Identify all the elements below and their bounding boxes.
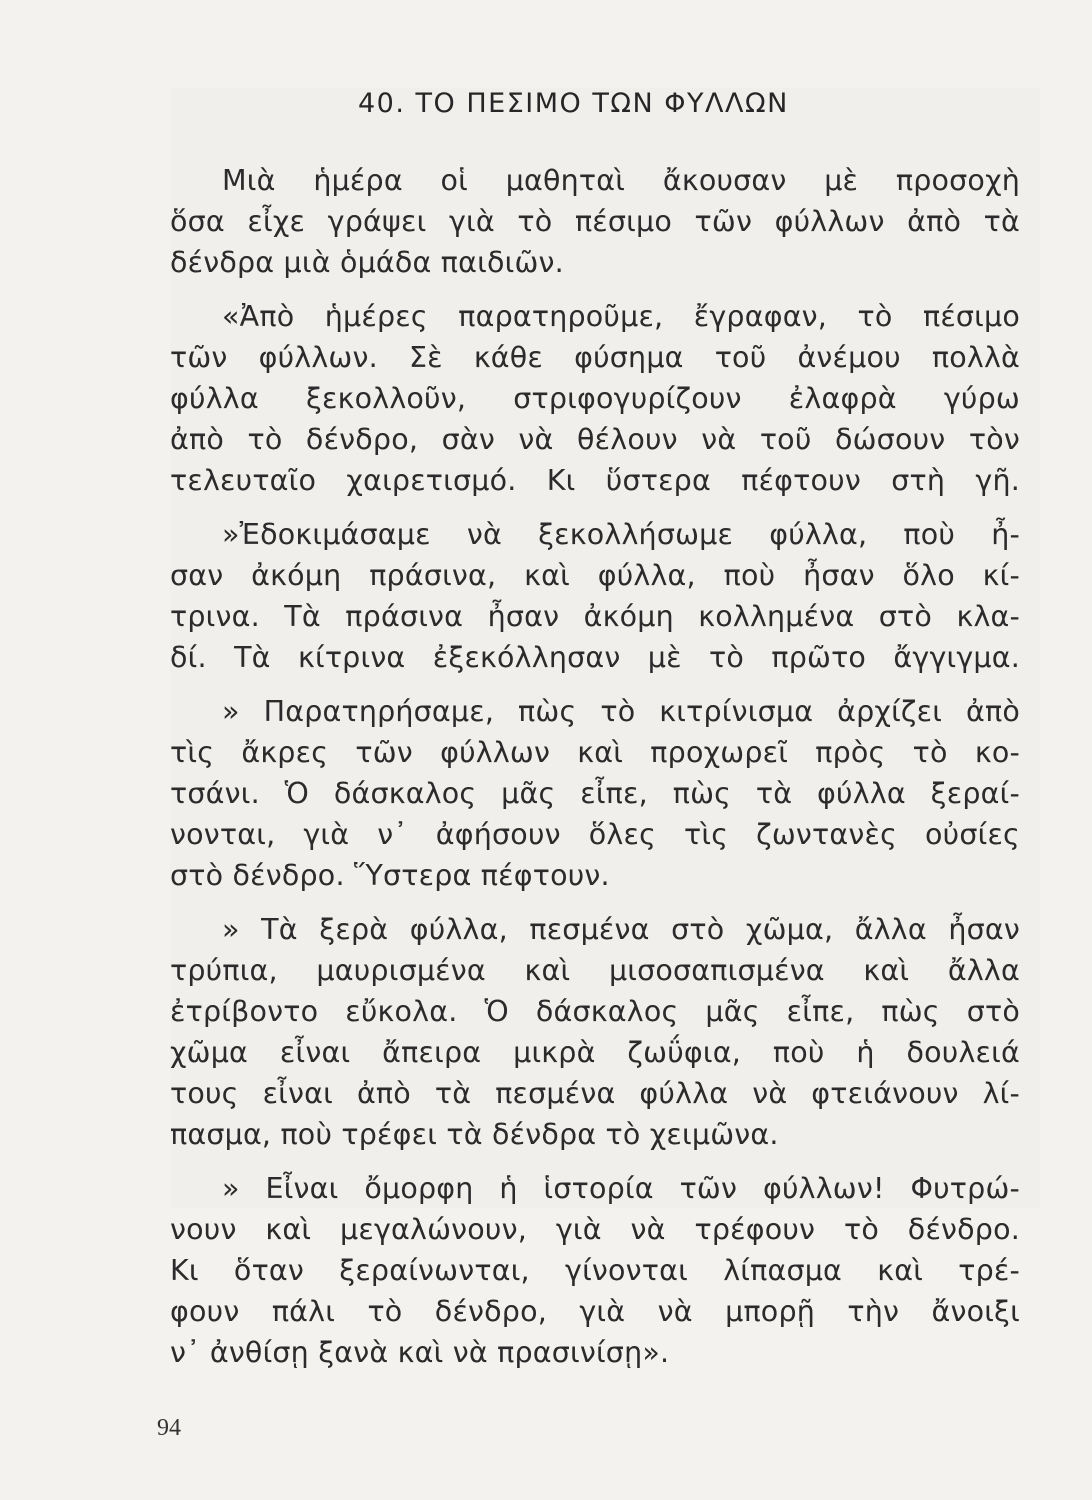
text-line: τσάνι. Ὁ δάσκαλος μᾶς εἶπε, πὼς τὰ φύλλα ξεραί- (170, 777, 1020, 810)
paragraph-3 (170, 514, 1020, 678)
chapter-title: 40. ΤΟ ΠΕΣΙΜΟ ΤΩΝ ΦΥΛΛΩΝ (358, 88, 789, 119)
text-line: ἐτρίβοντο εὔκολα. Ὁ δάσκαλος μᾶς εἶπε, πὼς στὸ (170, 995, 1020, 1028)
text-line: πασμα, ποὺ τρέφει τὰ δένδρα τὸ χειμῶνα. (170, 1118, 779, 1151)
page-number: 94 (157, 1415, 181, 1441)
text-line: ὅσα εἶχε γράψει γιὰ τὸ πέσιμο τῶν φύλλων ἀπὸ τὰ (170, 205, 1020, 238)
text-line: δί. Τὰ κίτρινα ἐξεκόλλησαν μὲ τὸ πρῶτο ἄγγιγμα. (170, 641, 1020, 674)
text-line: τρύπια, μαυρισμένα καὶ μισοσαπισμένα καὶ ἄλλα (170, 954, 1020, 987)
text-line: τῶν φύλλων. Σὲ κάθε φύσημα τοῦ ἀνέμου πολλὰ (170, 341, 1020, 374)
paragraph-5 (170, 909, 1020, 1155)
text-line: δένδρα μιὰ ὁμάδα παιδιῶν. (170, 246, 564, 279)
text-line: Κι ὅταν ξεραίνωνται, γίνονται λίπασμα καὶ τρέ- (170, 1254, 1020, 1287)
paragraph-6 (170, 1168, 1020, 1373)
chapter-body (170, 160, 1020, 1386)
text-line: Μιὰ ἡμέρα οἱ μαθηταὶ ἄκουσαν μὲ προσοχὴ (222, 164, 1020, 197)
text-line: τελευταῖο χαιρετισμό. Κι ὕστερα πέφτουν στὴ γῆ. (170, 464, 1020, 497)
text-line: νονται, γιὰ ν᾿ ἀφήσουν ὅλες τὶς ζωντανὲς οὐσίες (170, 818, 1020, 851)
text-line: » Τὰ ξερὰ φύλλα, πεσμένα στὸ χῶμα, ἄλλα ἦσαν (222, 913, 1020, 946)
paragraph-2 (170, 296, 1020, 501)
text-line: ν᾿ ἀνθίσῃ ξανὰ καὶ νὰ πρασινίσῃ». (170, 1336, 670, 1369)
text-line: τρινα. Τὰ πράσινα ἦσαν ἀκόμη κολλημένα στὸ κλα- (170, 600, 1020, 633)
text-line: χῶμα εἶναι ἄπειρα μικρὰ ζωΰφια, ποὺ ἡ δουλειά (170, 1036, 1020, 1069)
text-line: » Εἶναι ὄμορφη ἡ ἱστορία τῶν φύλλων! Φυτρώ- (222, 1172, 1020, 1205)
text-line: τὶς ἄκρες τῶν φύλλων καὶ προχωρεῖ πρὸς τὸ κο- (170, 736, 1020, 769)
text-line: φύλλα ξεκολλοῦν, στριφογυρίζουν ἐλαφρὰ γύρω (170, 382, 1020, 415)
text-line: στὸ δένδρο. Ὕστερα πέφτουν. (170, 859, 610, 892)
paragraph-1 (170, 160, 1020, 283)
text-line: »Ἐδοκιμάσαμε νὰ ξεκολλήσωμε φύλλα, ποὺ ἦ- (222, 518, 1020, 551)
text-line: «Ἀπὸ ἡμέρες παρατηροῦμε, ἔγραφαν, τὸ πέσιμο (222, 300, 1020, 333)
paragraph-4 (170, 691, 1020, 896)
text-line: τους εἶναι ἀπὸ τὰ πεσμένα φύλλα νὰ φτειάνουν λί- (170, 1077, 1020, 1110)
text-line: » Παρατηρήσαμε, πὼς τὸ κιτρίνισμα ἀρχίζει ἀπὸ (222, 695, 1020, 728)
text-line: σαν ἀκόμη πράσινα, καὶ φύλλα, ποὺ ἦσαν ὅλο κί- (170, 559, 1020, 592)
text-line: φουν πάλι τὸ δένδρο, γιὰ νὰ μπορῇ τὴν ἄνοιξι (170, 1295, 1020, 1328)
text-line: νουν καὶ μεγαλώνουν, γιὰ νὰ τρέφουν τὸ δένδρο. (170, 1213, 1020, 1246)
text-line: ἀπὸ τὸ δένδρο, σὰν νὰ θέλουν νὰ τοῦ δώσουν τὸν (170, 423, 1020, 456)
